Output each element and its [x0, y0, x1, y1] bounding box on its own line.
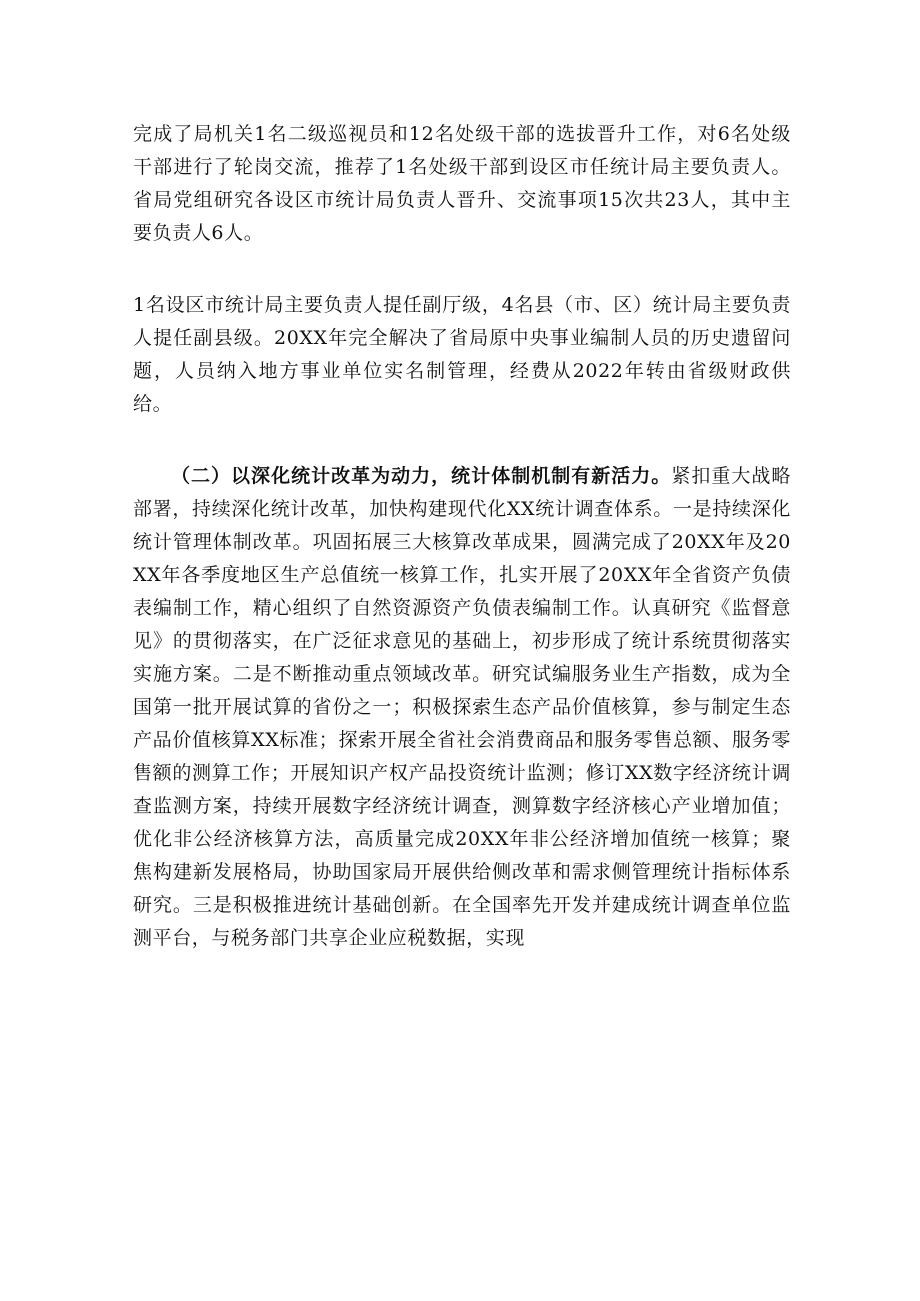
- section-body: 紧扣重大战略部署，持续深化统计改革，加快构建现代化XX统计调查体系。一是持续深化统计管理体制改革。巩固拓展三大核算改革成果，圆满完成了20XX年及20XX年各季度地区生产总值统一核算工作，扎实开展了20XX年全省资产负债表编制工作，精心组织了自然资源资产负债表编制工作。认真研究《监督意见》的贯彻落实，在广泛征求意见的基础上，初步形成了统计系统贯彻落实实施方案。二是不断推动重点领域改革。研究试编服务业生产指数，成为全国第一批开展试算的省份之一；积极探索生态产品价值核算，参与制定生态产品价值核算XX标准；探索开展全省社会消费商品和服务零售总额、服务零售额的测算工作；开展知识产权产品投资统计监测；修订XX数字经济统计调查监测方案，持续开展数字经济统计调查，测算数字经济核心产业增加值；优化非公经济核算方法，高质量完成20XX年非公经济增加值统一核算；聚焦构建新发展格局，协助国家局开展供给侧改革和需求侧管理统计指标体系研究。三是积极推进统计基础创新。在全国率先开发并建成统计调查单位监测平台，与税务部门共享企业应税数据，实现: [133, 465, 791, 949]
- section-paragraph: [133, 460, 791, 955]
- paragraph-2: 1名设区市统计局主要负责人提任副厅级，4名县（市、区）统计局主要负责人提任副县级。20XX年完全解决了省局原中央事业编制人员的历史遗留问题，人员纳入地方事业单位实名制管理，经费从2022年转由省级财政供给。: [133, 294, 791, 415]
- section-heading: （二）以深化统计改革为动力，统计体制机制有新活力。: [171, 465, 672, 487]
- paragraph-1: 完成了局机关1名二级巡视员和12名处级干部的选拔晋升工作，对6名处级干部进行了轮岗交流，推荐了1名处级干部到设区市任统计局主要负责人。省局党组研究各设区市统计局负责人晋升、交流事项15次共23人，其中主要负责人6人。: [133, 123, 791, 244]
